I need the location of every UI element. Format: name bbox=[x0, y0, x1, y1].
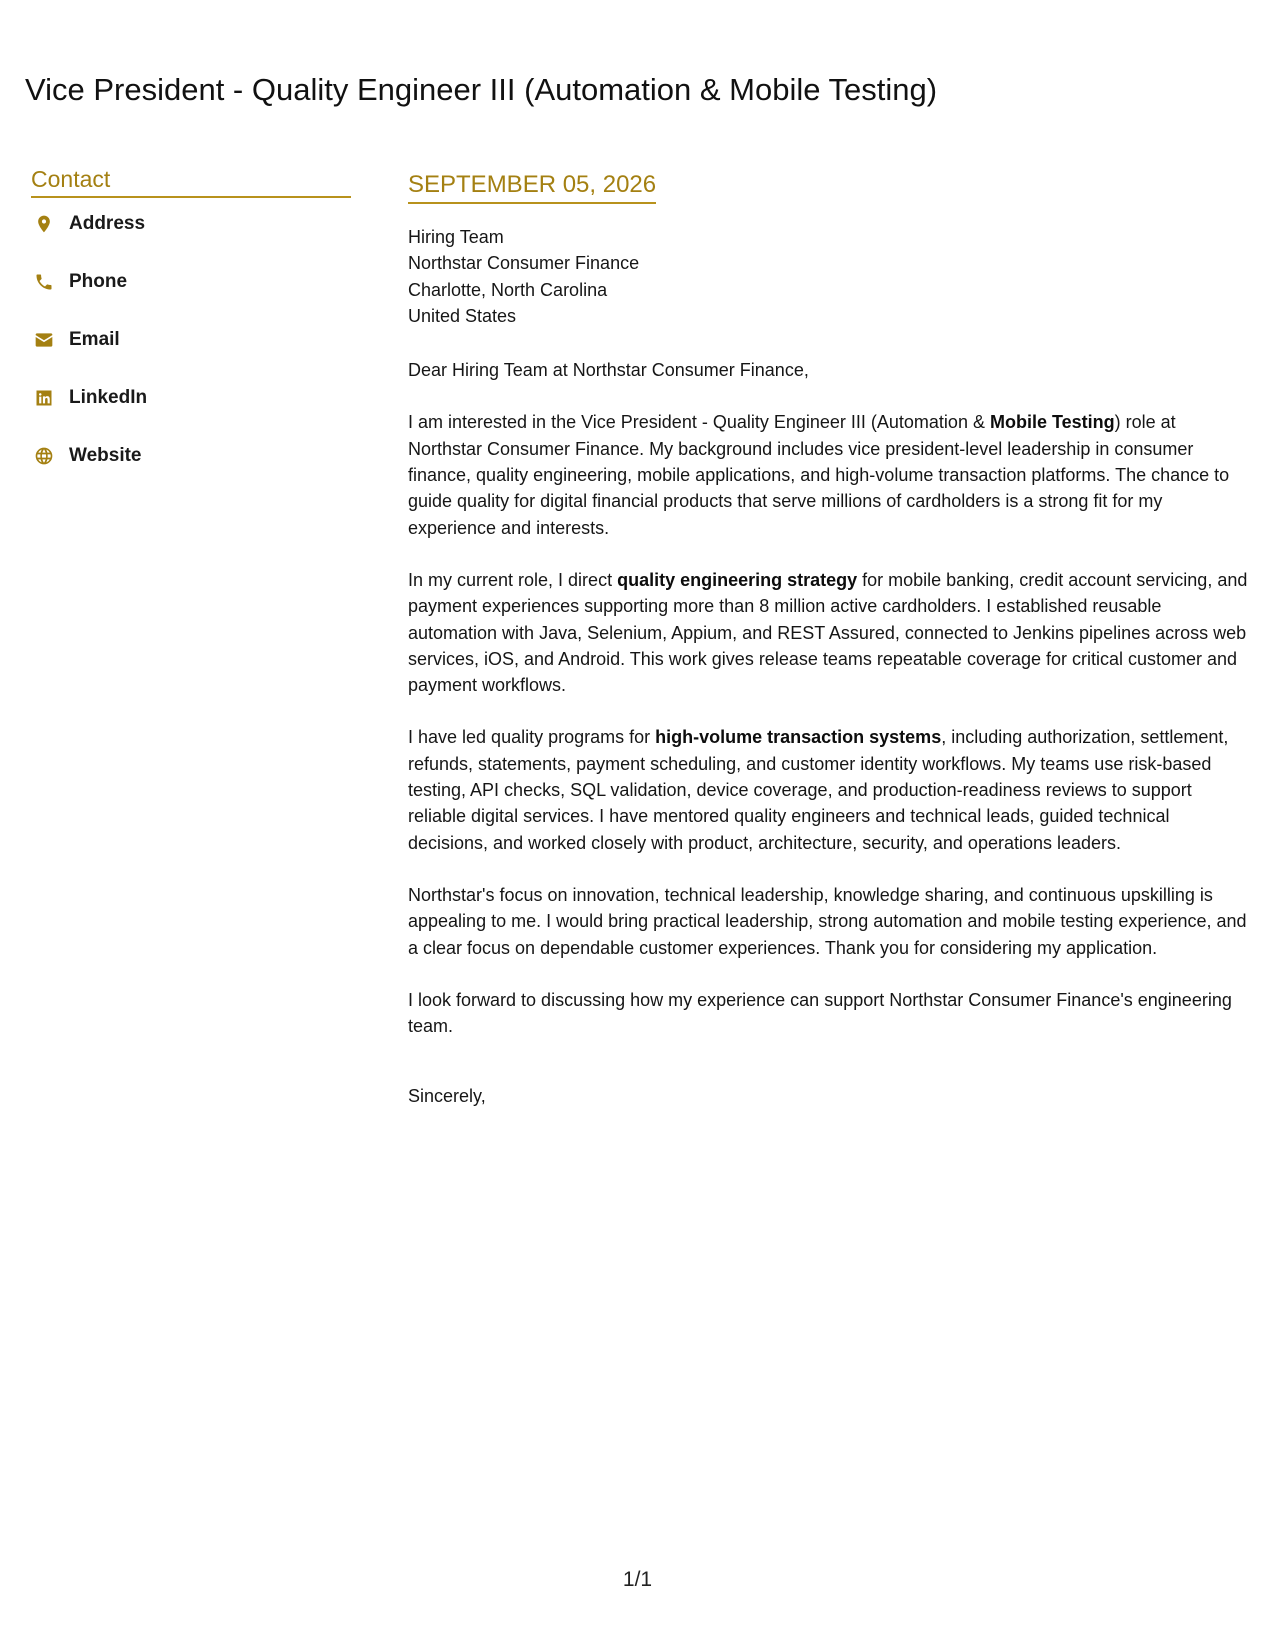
contact-label-email: Email bbox=[69, 329, 120, 350]
contact-item-website[interactable] bbox=[31, 444, 351, 468]
letter-paragraph bbox=[408, 409, 1250, 540]
letter-closing: Sincerely, bbox=[408, 1086, 486, 1107]
recipient-line: Hiring Team bbox=[408, 227, 504, 247]
paragraph-highlight: quality engineering strategy bbox=[617, 569, 858, 590]
contact-label-website: Website bbox=[69, 445, 142, 466]
recipient-line: Charlotte, North Carolina bbox=[408, 279, 608, 300]
contact-item-phone[interactable] bbox=[31, 270, 351, 294]
contact-heading: Contact bbox=[31, 166, 351, 198]
document-title: Vice President - Quality Engineer III (Automation & Mobile Testing) bbox=[25, 72, 938, 107]
recipient-block bbox=[408, 224, 1250, 329]
letter-paragraph bbox=[408, 567, 1250, 698]
globe-icon bbox=[33, 445, 55, 467]
paragraph-text: I have led quality programs for bbox=[408, 727, 656, 748]
paragraph-highlight: high-volume transaction systems bbox=[655, 727, 942, 748]
paragraph-text: for mobile banking, credit account servicing, and payment experiences supporting more than 8 million active cardholders. I established reusable automation with Java, Selenium, Appium, and REST Assured, connected to Jenkins pipelines across web services, iOS, and Android. This work gives release teams repeatable coverage for critical customer and payment workflows. bbox=[408, 569, 1248, 696]
contact-list bbox=[31, 212, 351, 468]
paragraph-text: I am interested in the Vice President - Quality Engineer III (Automation & bbox=[408, 412, 990, 433]
envelope-icon bbox=[33, 329, 55, 351]
recipient-line: United States bbox=[408, 305, 517, 326]
contact-item-address[interactable] bbox=[31, 212, 351, 236]
letter-date: SEPTEMBER 05, 2026 bbox=[408, 170, 656, 204]
linkedin-icon bbox=[33, 387, 55, 409]
contact-sidebar bbox=[31, 166, 351, 468]
paragraph-text: In my current role, I direct bbox=[408, 569, 618, 590]
recipient-line: Northstar Consumer Finance bbox=[408, 253, 640, 274]
paragraph-text: , including authorization, settlement, refunds, statements, payment scheduling, and customer identity workflows. My teams use risk-based testing, API checks, SQL validation, device coverage, and production-readiness reviews to support reliable digital services. I have mentored quality engineers and technical leads, guided technical decisions, and worked closely with product, architecture, security, and operations leaders. bbox=[408, 727, 1229, 853]
contact-label-phone: Phone bbox=[69, 271, 128, 292]
paragraph-highlight: Mobile Testing bbox=[989, 412, 1115, 433]
letter-paragraph bbox=[408, 724, 1250, 855]
contact-label-address: Address bbox=[69, 213, 146, 234]
paragraph-text: ) role at Northstar Consumer Finance. My background includes vice president-level leadership in consumer finance, quality engineering, mobile applications, and high-volume transaction platforms. The chance to guide quality for digital financial products that serve millions of cardholders is a strong fit for my experience and interests. bbox=[408, 412, 1230, 538]
letter-paragraph: I look forward to discussing how my experience can support Northstar Consumer Finance's engineering team. bbox=[408, 989, 1232, 1037]
contact-item-email[interactable] bbox=[31, 328, 351, 352]
map-pin-icon bbox=[33, 213, 55, 235]
letter-paragraph: Northstar's focus on innovation, technical leadership, knowledge sharing, and continuous upskilling is appealing to me. I would bring practical leadership, strong automation and mobile testing experience, and a clear focus on dependable customer experiences. Thank you for considering my application. bbox=[408, 884, 1247, 958]
letter-body bbox=[408, 170, 1250, 1110]
page-number: 1/1 bbox=[622, 1568, 653, 1591]
contact-item-linkedin[interactable] bbox=[31, 386, 351, 410]
salutation: Dear Hiring Team at Northstar Consumer Finance, bbox=[408, 360, 809, 381]
contact-label-linkedin: LinkedIn bbox=[69, 387, 148, 408]
phone-icon bbox=[33, 271, 55, 293]
